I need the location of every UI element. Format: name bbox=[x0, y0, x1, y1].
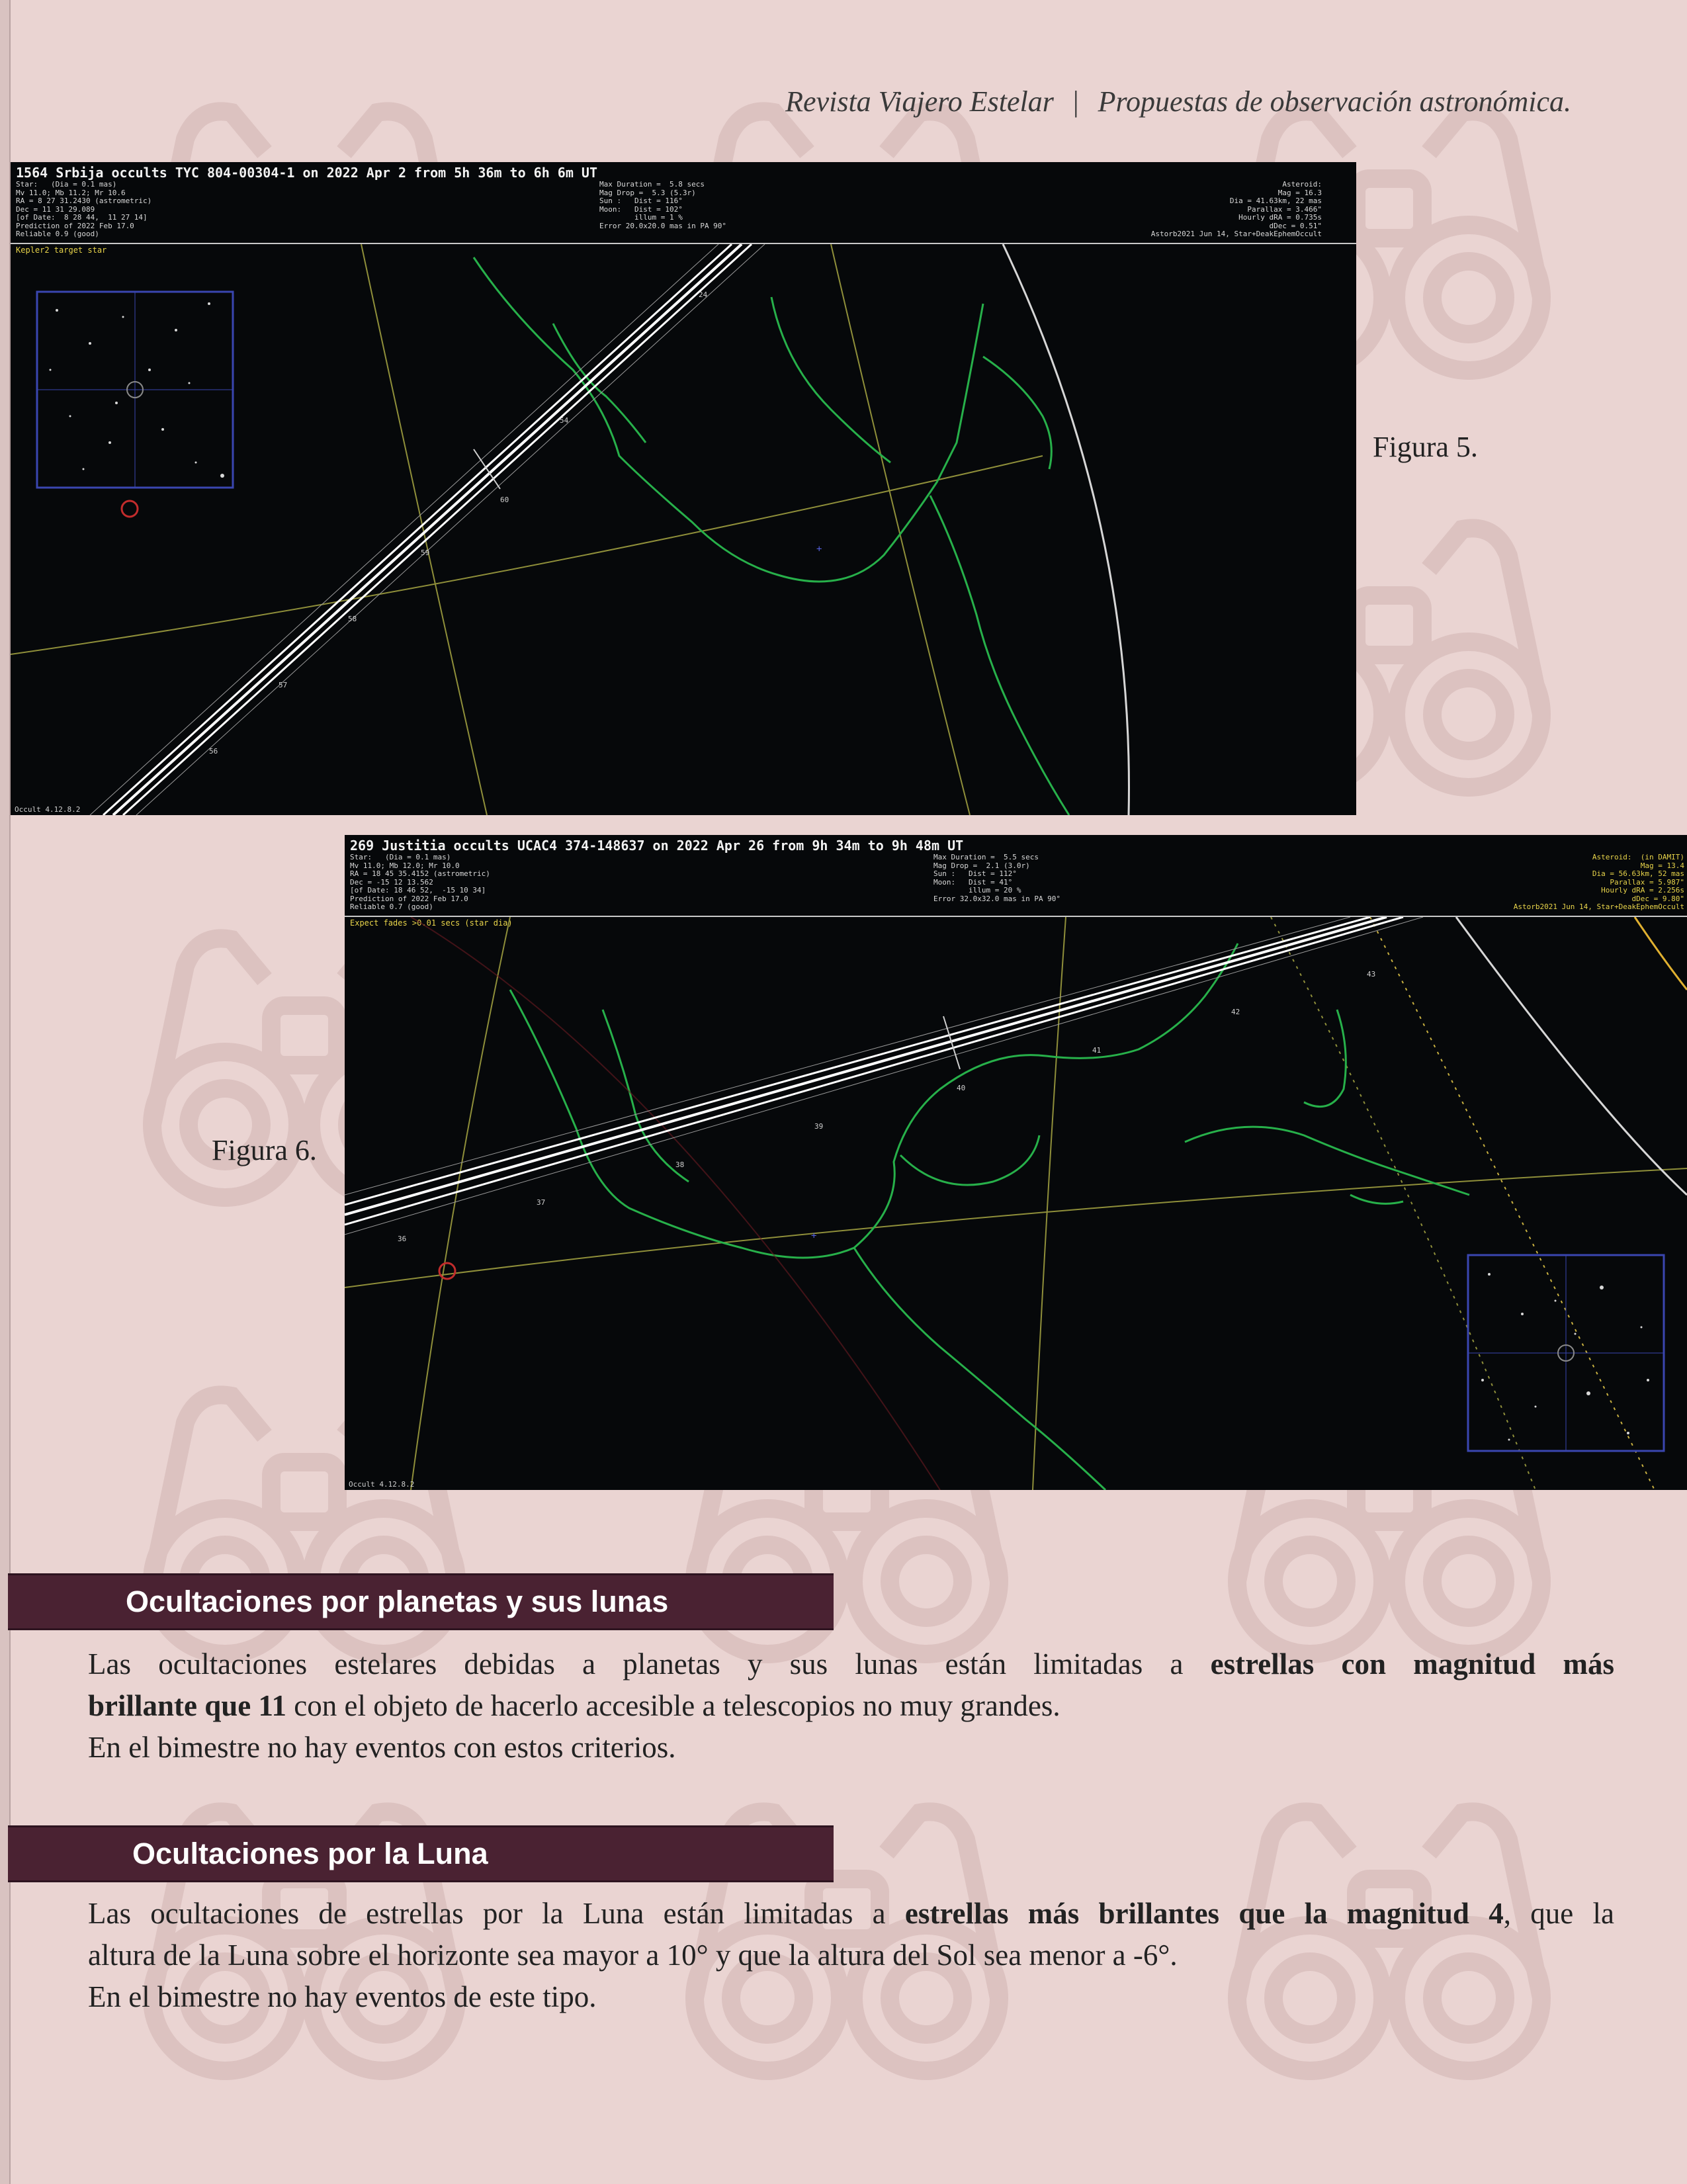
section-planets-paragraph-2: En el bimestre no hay eventos con estos criterios. bbox=[88, 1731, 676, 1764]
header-separator: | bbox=[1072, 85, 1079, 118]
figure-5-title: 1564 Srbija occults TYC 804-00304-1 on 2022 Apr 2 from 5h 36m to 6h 6m UT bbox=[16, 165, 597, 181]
figure-5-track-label: 59 bbox=[421, 548, 430, 557]
figure-5-occultation-map bbox=[11, 162, 1356, 815]
figure-6-header bbox=[345, 835, 1687, 917]
figure-5-track-label: 57 bbox=[279, 681, 288, 689]
figure-5-track-label: 60 bbox=[500, 496, 509, 504]
figure-5-map-svg bbox=[11, 244, 1356, 815]
figure-5-header bbox=[11, 162, 1356, 244]
figure-6-track-label: 38 bbox=[675, 1160, 685, 1169]
bold-text: estrellas más brillantes que la magnitud 4 bbox=[904, 1897, 1504, 1930]
figure-6-track-label: 42 bbox=[1231, 1008, 1240, 1016]
section-moon-title: Ocultaciones por la Luna bbox=[132, 1837, 488, 1870]
svg-text:+: + bbox=[816, 544, 822, 554]
section-moon-paragraph-2: En el bimestre no hay eventos de este tipo. bbox=[88, 1980, 597, 2013]
figure-6-track-label: 43 bbox=[1367, 970, 1376, 979]
section-planets-paragraph-1-line-1 bbox=[88, 1643, 1614, 1685]
figure-5-sublabel: Kepler2 target star bbox=[16, 245, 107, 255]
section-moon-text bbox=[88, 1893, 1614, 2018]
bold-text: estrellas con magnitud más bbox=[1210, 1647, 1614, 1681]
text-run: , que la bbox=[1503, 1897, 1614, 1930]
figure-6-track-label: 39 bbox=[814, 1122, 824, 1131]
figure-6-track-label: 40 bbox=[957, 1084, 966, 1092]
figure-5-asteroid-block: Asteroid: Mag = 16.3 Dia = 41.63km, 22 mas Parallax = 3.466" Hourly dRA = 0.735s dDec = 0.51" Astorb2021 Jun 14, Star+DeakEphemOccult bbox=[1150, 180, 1322, 238]
section-planets-heading bbox=[8, 1573, 834, 1630]
section-moon-paragraph-1-line-1 bbox=[88, 1893, 1614, 1935]
bold-text: brillante que 11 bbox=[88, 1689, 287, 1722]
figure-6-caption: Figura 6. bbox=[212, 1134, 317, 1166]
svg-text:+: + bbox=[811, 1231, 817, 1241]
figure-5-footer: Occult 4.12.8.2 bbox=[15, 805, 81, 814]
figure-6-footer: Occult 4.12.8.2 bbox=[349, 1480, 415, 1489]
figure-5-track-label: 24 bbox=[699, 290, 708, 299]
figure-6-event-block: Max Duration = 5.5 secs Mag Drop = 2.1 (3.0r) Sun : Dist = 112° Moon: Dist = 41° illum = 20 % Error 32.0x32.0 mas in PA 90° bbox=[933, 853, 1061, 903]
magazine-subtitle: Propuestas de observación astronómica. bbox=[1098, 85, 1571, 118]
figure-5-track-label: 56 bbox=[209, 747, 218, 756]
figure-6-track-label: 41 bbox=[1092, 1046, 1102, 1055]
figure-5-caption: Figura 5. bbox=[1373, 431, 1478, 463]
section-moon-heading bbox=[8, 1825, 834, 1882]
figure-6-asteroid-block: Asteroid: (in DAMIT) Mag = 13.4 Dia = 56.63km, 52 mas Parallax = 5.987" Hourly dRA = 2.256s dDec = 9.80" Astorb2021 Jun 14, Star+DeakEphemOccult bbox=[1513, 853, 1684, 911]
figure-5-event-block: Max Duration = 5.8 secs Mag Drop = 5.3 (5.3r) Sun : Dist = 116° Moon: Dist = 102° illum = 1 % Error 20.0x20.0 mas in PA 90° bbox=[599, 180, 727, 230]
section-planets-title: Ocultaciones por planetas y sus lunas bbox=[126, 1585, 669, 1618]
figure-6-map-svg bbox=[345, 917, 1687, 1490]
figure-6-star-block: Star: (Dia = 0.1 mas) Mv 11.0; Mb 12.0; Mr 10.0 RA = 18 45 35.4152 (astrometric) Dec = -15 12 13.562 [of Date: 18 46 52, -15 10 34] Prediction of 2022 Feb 17.0 Reliable 0.7 (good) bbox=[350, 853, 490, 911]
section-planets-paragraph-1-line-2 bbox=[88, 1685, 1614, 1727]
figure-6-title: 269 Justitia occults UCAC4 374-148637 on 2022 Apr 26 from 9h 34m to 9h 48m UT bbox=[350, 838, 964, 853]
figure-6-track-label: 36 bbox=[398, 1235, 407, 1243]
figure-6-track-label: 37 bbox=[537, 1198, 546, 1207]
figure-6-occultation-map bbox=[345, 835, 1687, 1490]
magazine-name: Revista Viajero Estelar bbox=[785, 85, 1054, 118]
figure-5-track-label: 54 bbox=[560, 416, 569, 425]
section-planets-text bbox=[88, 1643, 1614, 1769]
figure-5-track-label: 58 bbox=[348, 615, 357, 623]
text-run: con el objeto de hacerlo accesible a telescopios no muy grandes. bbox=[286, 1689, 1060, 1722]
figure-5-star-block: Star: (Dia = 0.1 mas) Mv 11.0; Mb 11.2; Mr 10.6 RA = 8 27 31.2430 (astrometric) Dec = 11 31 29.089 [of Date: 8 28 44, 11 27 14] Prediction of 2022 Feb 17.0 Reliable 0.9 (good) bbox=[16, 180, 152, 238]
text-run: Las ocultaciones estelares debidas a planetas y sus lunas están limitadas a bbox=[88, 1647, 1211, 1681]
text-run: Las ocultaciones de estrellas por la Luna están limitadas a bbox=[88, 1897, 905, 1930]
page-header bbox=[785, 85, 1571, 118]
section-moon-paragraph-1-line-2: altura de la Luna sobre el horizonte sea mayor a 10° y que la altura del Sol sea menor a -6°. bbox=[88, 1939, 1178, 1972]
figure-6-sublabel: Expect fades >0.01 secs (star dia) bbox=[350, 918, 513, 928]
